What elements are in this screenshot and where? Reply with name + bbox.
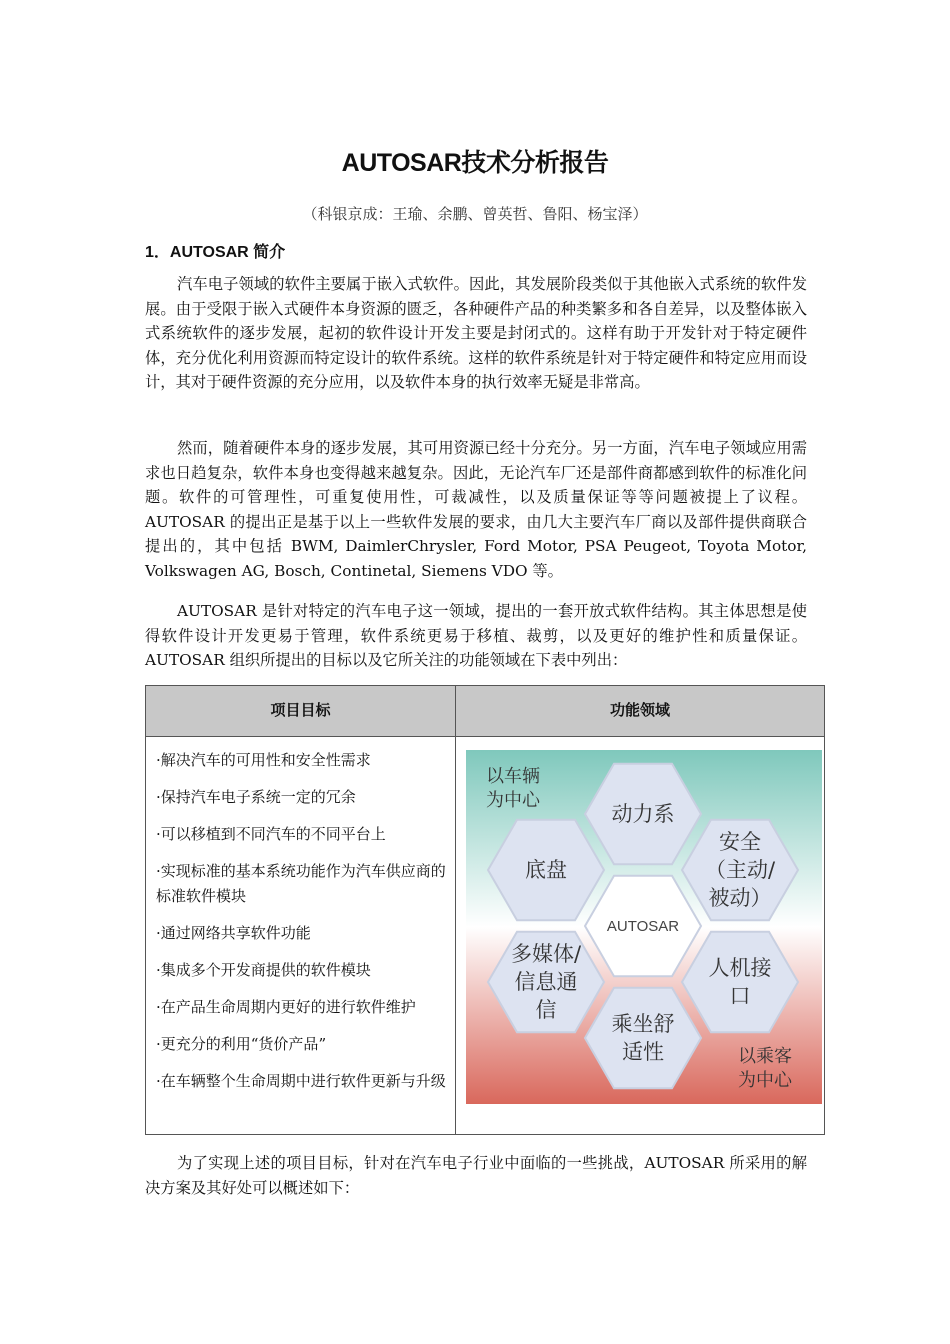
autosar-diagram-svg [466,750,822,1104]
table-column-divider [455,686,456,1134]
paragraph-4: 为了实现上述的项目目标，针对在汽车电子行业中面临的一些挑战，AUTOSAR 所采用的解决方案及其好处可以概述如下： [145,1154,807,1197]
hex-hmi-label: 人机接 [708,956,772,980]
hex-multimedia-label: 信 [535,998,557,1022]
hex-chassis-label: 底盘 [525,858,567,882]
vehicle-centric-label-line2: 为中心 [486,790,540,811]
hex-hmi-label: 口 [729,984,751,1008]
paragraph-3: AUTOSAR 是针对特定的汽车电子这一领域，提出的一套开放式软件结构。其主体思想是使得软件设计开发更易于管理，软件系统更易于移植、裁剪，以及更好的维护性和质量保证。AUTOSAR 组织所提出的目标以及它所关注的功能领域在下表中列出： [145,602,807,670]
list-item: ·保持汽车电子系统一定的冗余 [156,788,356,806]
list-item: ·通过网络共享软件功能 [156,924,311,942]
autosar-domains-diagram [466,750,822,1104]
goals-domains-table [145,685,825,1135]
hex-comfort-label: 乘坐舒 [611,1012,675,1036]
list-item: ·在产品生命周期内更好的进行软件维护 [156,998,416,1016]
list-item: ·更充分的利用“货价产品” [156,1035,327,1053]
vehicle-centric-label-line1: 以车辆 [486,766,540,787]
hex-safety-label: 安全 [719,830,761,854]
list-item: ·集成多个开发商提供的软件模块 [156,961,371,979]
hex-safety-label: （主动/ [704,858,776,882]
section-heading-intro: 1．AUTOSAR 简介 [145,244,286,261]
list-item: ·在车辆整个生命周期中进行软件更新与升级 [156,1072,446,1090]
list-item: ·可以移植到不同汽车的不同平台上 [156,825,386,843]
hex-comfort-label: 适性 [622,1040,664,1064]
document-authors: （科银京成：王瑜、余鹏、曾英哲、鲁阳、杨宝泽） [302,205,648,223]
hex-multimedia-label: 信息通 [514,970,578,994]
document-title: AUTOSAR技术分析报告 [341,149,609,177]
passenger-centric-label-line2: 为中心 [738,1070,792,1091]
paragraph-2: 然而，随着硬件本身的逐步发展，其可用资源已经十分充分。另一方面，汽车电子领域应用需求也日趋复杂，软件本身也变得越来越复杂。因此，无论汽车厂还是部件商都感到软件的标准化问题。软件的可管理性，可重复使用性，可裁减性，以及质量保证等等问题被提上了议程。AUTOSAR 的提出正是基于以上一些软件发展的要求，由几大主要汽车厂商以及部件提供商联合提出的，其中包括 BWM, DaimlerChrysler, Ford Motor, PSA Peugeot, Toyota Motor, Volkswagen AG, Bosch, Continetal, Siemens VDO 等。 [145,439,807,580]
list-item: ·实现标准的基本系统功能作为汽车供应商的标准软件模块 [156,862,446,905]
table-header-domains: 功能领域 [609,702,670,719]
passenger-centric-label-line1: 以乘客 [738,1046,792,1067]
paragraph-1: 汽车电子领域的软件主要属于嵌入式软件。因此，其发展阶段类似于其他嵌入式系统的软件发展。由于受限于嵌入式硬件本身资源的匮乏，各种硬件产品的种类繁多和各自差异，以及整体嵌入式系统软件的逐步发展，起初的软件设计开发主要是封闭式的。这样有助于开发针对于特定硬件体，充分优化利用资源而特定设计的软件系统。这样的软件系统是针对于特定硬件和特定应用而设计，其对于硬件资源的充分应用，以及软件本身的执行效率无疑是非常高。 [145,275,807,392]
hex-autosar-center-label: AUTOSAR [606,918,680,935]
list-item: ·解决汽车的可用性和安全性需求 [156,751,371,769]
table-header-goals: 项目目标 [270,702,331,719]
hex-multimedia-label: 多媒体/ [510,942,582,966]
hex-powertrain-label: 动力系 [611,802,675,826]
table-header-row [146,686,824,737]
hex-safety-label: 被动） [708,886,772,910]
goals-list [156,748,451,1106]
